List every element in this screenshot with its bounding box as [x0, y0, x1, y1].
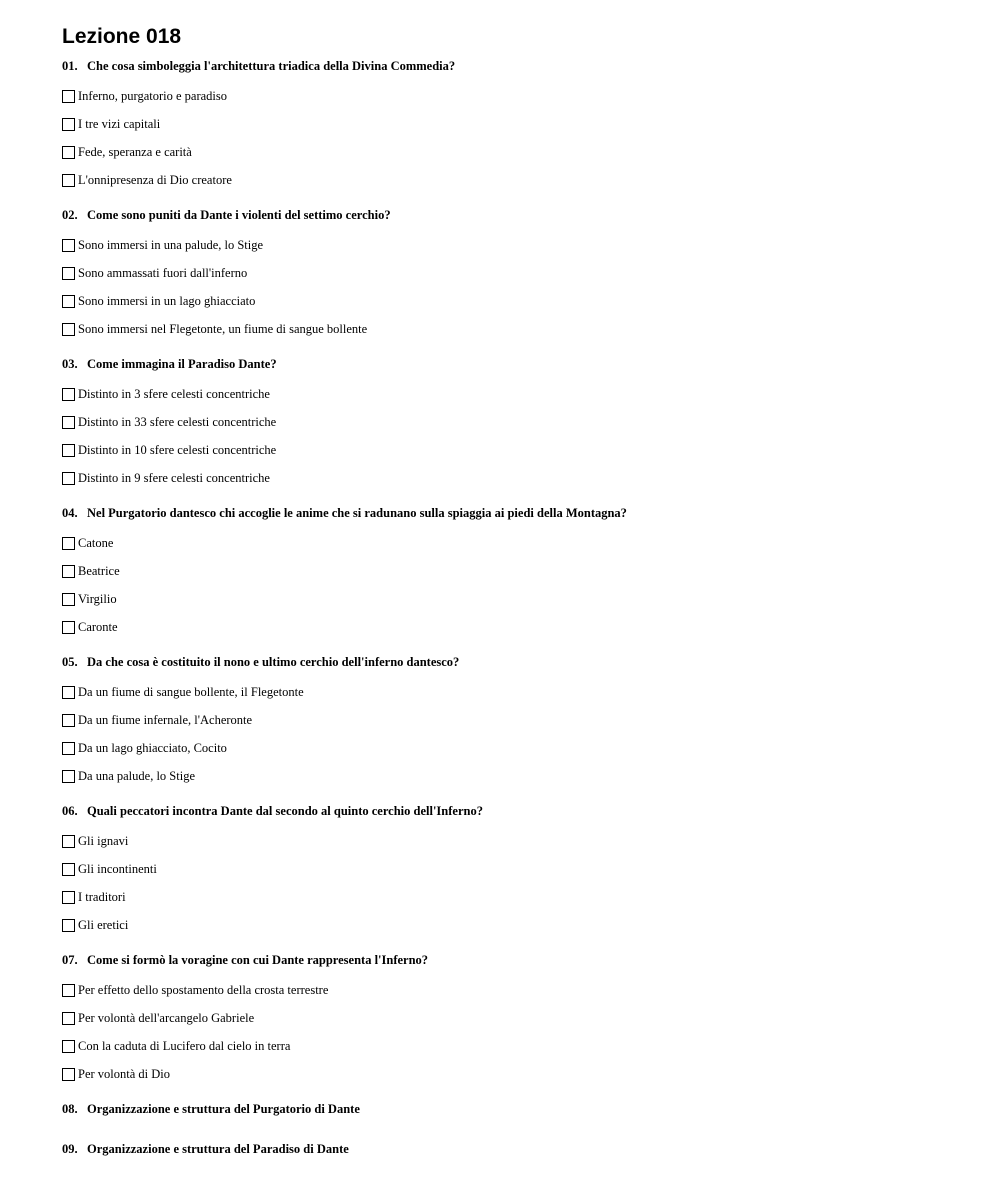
answer-checkbox[interactable] — [62, 388, 75, 401]
question-header — [62, 1141, 962, 1157]
answer-label: Da un fiume di sangue bollente, il Flegetonte — [78, 684, 304, 699]
answer-option[interactable] — [62, 762, 962, 790]
answer-options — [62, 976, 962, 1088]
answer-option[interactable] — [62, 464, 962, 492]
question-header — [62, 1101, 962, 1117]
question-06 — [62, 803, 962, 939]
answer-option[interactable] — [62, 1060, 962, 1088]
answer-label: Distinto in 3 sfere celesti concentriche — [78, 386, 270, 401]
answer-option[interactable] — [62, 1004, 962, 1032]
question-header — [62, 58, 962, 74]
answer-label: Sono immersi in un lago ghiacciato — [78, 293, 256, 308]
answer-option[interactable] — [62, 166, 962, 194]
answer-checkbox[interactable] — [62, 770, 75, 783]
answer-options — [62, 827, 962, 939]
answer-label: Da un fiume infernale, l'Acheronte — [78, 712, 253, 727]
answer-option[interactable] — [62, 678, 962, 706]
question-number: 04. — [62, 506, 78, 520]
answer-label: Distinto in 33 sfere celesti concentriche — [78, 414, 277, 429]
answer-label: L'onnipresenza di Dio creatore — [78, 172, 232, 187]
question-header — [62, 505, 962, 521]
answer-label: Gli ignavi — [78, 833, 129, 848]
question-text: Da che cosa è costituito il nono e ultimo cerchio dell'inferno dantesco? — [87, 655, 460, 669]
quiz-page — [62, 22, 962, 1181]
answer-checkbox[interactable] — [62, 1040, 75, 1053]
question-header — [62, 952, 962, 968]
answer-option[interactable] — [62, 529, 962, 557]
answer-label: I traditori — [78, 889, 126, 904]
answer-option[interactable] — [62, 380, 962, 408]
answer-label: Sono ammassati fuori dall'inferno — [78, 265, 248, 280]
answer-label: Per volontà dell'arcangelo Gabriele — [78, 1010, 255, 1025]
answer-checkbox[interactable] — [62, 1068, 75, 1081]
answer-option[interactable] — [62, 408, 962, 436]
question-04 — [62, 505, 962, 641]
answer-option[interactable] — [62, 1032, 962, 1060]
answer-label: Fede, speranza e carità — [78, 144, 192, 159]
answer-options — [62, 380, 962, 492]
question-number: 09. — [62, 1142, 78, 1156]
question-03 — [62, 356, 962, 492]
answer-checkbox[interactable] — [62, 146, 75, 159]
answer-option[interactable] — [62, 613, 962, 641]
answer-label: Inferno, purgatorio e paradiso — [78, 88, 228, 103]
answer-checkbox[interactable] — [62, 621, 75, 634]
question-list — [62, 58, 962, 1157]
answer-checkbox[interactable] — [62, 686, 75, 699]
question-text: Come si formò la voragine con cui Dante rappresenta l'Inferno? — [87, 953, 429, 967]
answer-label: Distinto in 9 sfere celesti concentriche — [78, 470, 270, 485]
answer-checkbox[interactable] — [62, 444, 75, 457]
answer-checkbox[interactable] — [62, 90, 75, 103]
answer-options — [62, 529, 962, 641]
answer-option[interactable] — [62, 315, 962, 343]
answer-checkbox[interactable] — [62, 537, 75, 550]
answer-option[interactable] — [62, 557, 962, 585]
question-text: Quali peccatori incontra Dante dal secondo al quinto cerchio dell'Inferno? — [87, 804, 483, 818]
answer-checkbox[interactable] — [62, 565, 75, 578]
answer-checkbox[interactable] — [62, 295, 75, 308]
answer-checkbox[interactable] — [62, 323, 75, 336]
question-number: 02. — [62, 208, 78, 222]
answer-label: Catone — [78, 535, 114, 550]
answer-label: Distinto in 10 sfere celesti concentriche — [78, 442, 277, 457]
answer-option[interactable] — [62, 883, 962, 911]
answer-option[interactable] — [62, 855, 962, 883]
answer-options — [62, 231, 962, 343]
answer-label: Gli incontinenti — [78, 861, 157, 876]
answer-checkbox[interactable] — [62, 984, 75, 997]
answer-checkbox[interactable] — [62, 416, 75, 429]
answer-checkbox[interactable] — [62, 118, 75, 131]
answer-checkbox[interactable] — [62, 863, 75, 876]
answer-checkbox[interactable] — [62, 1012, 75, 1025]
answer-label: Da una palude, lo Stige — [78, 768, 195, 783]
question-01 — [62, 58, 962, 194]
question-08 — [62, 1101, 962, 1117]
answer-option[interactable] — [62, 436, 962, 464]
answer-checkbox[interactable] — [62, 714, 75, 727]
answer-options — [62, 82, 962, 194]
answer-checkbox[interactable] — [62, 267, 75, 280]
answer-options — [62, 678, 962, 790]
answer-label: Caronte — [78, 619, 118, 634]
answer-label: Sono immersi in una palude, lo Stige — [78, 237, 264, 252]
answer-option[interactable] — [62, 110, 962, 138]
answer-option[interactable] — [62, 585, 962, 613]
answer-checkbox[interactable] — [62, 742, 75, 755]
question-09 — [62, 1141, 962, 1157]
answer-checkbox[interactable] — [62, 891, 75, 904]
question-02 — [62, 207, 962, 343]
question-header — [62, 207, 962, 223]
question-number: 08. — [62, 1102, 78, 1116]
question-text: Organizzazione e struttura del Purgatorio di Dante — [87, 1102, 360, 1116]
answer-option[interactable] — [62, 287, 962, 315]
answer-label: Beatrice — [78, 563, 120, 578]
question-text: Che cosa simboleggia l'architettura triadica della Divina Commedia? — [87, 59, 456, 73]
answer-checkbox[interactable] — [62, 174, 75, 187]
answer-checkbox[interactable] — [62, 835, 75, 848]
question-header — [62, 356, 962, 372]
question-number: 03. — [62, 357, 78, 371]
question-text: Come sono puniti da Dante i violenti del settimo cerchio? — [87, 208, 391, 222]
answer-option[interactable] — [62, 259, 962, 287]
answer-checkbox[interactable] — [62, 239, 75, 252]
question-text: Nel Purgatorio dantesco chi accoglie le anime che si radunano sulla spiaggia ai piedi della Montagna? — [87, 506, 627, 520]
answer-option[interactable] — [62, 138, 962, 166]
question-text: Come immagina il Paradiso Dante? — [87, 357, 277, 371]
answer-option[interactable] — [62, 827, 962, 855]
question-05 — [62, 654, 962, 790]
answer-option[interactable] — [62, 706, 962, 734]
question-number: 06. — [62, 804, 78, 818]
answer-option[interactable] — [62, 976, 962, 1004]
answer-checkbox[interactable] — [62, 593, 75, 606]
question-text: Organizzazione e struttura del Paradiso di Dante — [87, 1142, 349, 1156]
question-07 — [62, 952, 962, 1088]
question-number: 07. — [62, 953, 78, 967]
answer-option[interactable] — [62, 82, 962, 110]
question-number: 05. — [62, 655, 78, 669]
answer-label: Da un lago ghiacciato, Cocito — [78, 740, 227, 755]
answer-label: Gli eretici — [78, 917, 129, 932]
answer-label: Sono immersi nel Flegetonte, un fiume di sangue bollente — [78, 321, 368, 336]
question-header — [62, 803, 962, 819]
answer-checkbox[interactable] — [62, 472, 75, 485]
answer-option[interactable] — [62, 911, 962, 939]
answer-checkbox[interactable] — [62, 919, 75, 932]
answer-option[interactable] — [62, 231, 962, 259]
answer-label: Per effetto dello spostamento della crosta terrestre — [78, 982, 329, 997]
answer-option[interactable] — [62, 734, 962, 762]
question-header — [62, 654, 962, 670]
answer-label: Con la caduta di Lucifero dal cielo in terra — [78, 1038, 291, 1053]
answer-label: Virgilio — [78, 591, 117, 606]
answer-label: I tre vizi capitali — [78, 116, 161, 131]
page-title: Lezione 018 — [62, 25, 182, 48]
question-number: 01. — [62, 59, 78, 73]
answer-label: Per volontà di Dio — [78, 1066, 171, 1081]
